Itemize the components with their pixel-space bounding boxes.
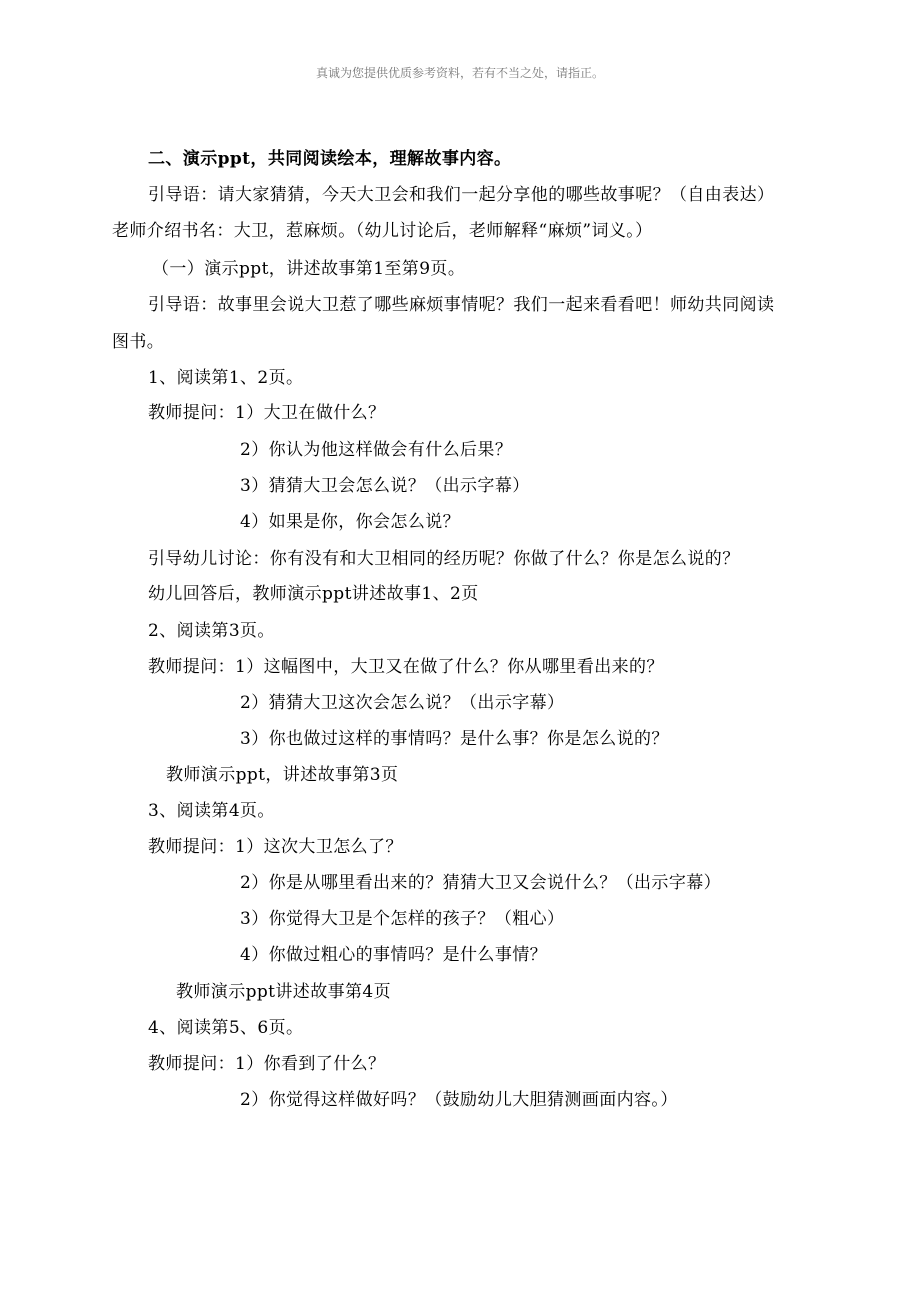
question-line: 3）你也做过这样的事情吗？是什么事？你是怎么说的？ (240, 729, 669, 749)
question-line: 2）你觉得这样做好吗？（鼓励幼儿大胆猜测画面内容。） (240, 1090, 678, 1110)
section-heading: 二、演示ppt，共同阅读绘本，理解故事内容。 (148, 149, 512, 169)
paragraph-line: 引导语：请大家猜猜，今天大卫会和我们一起分享他的哪些故事呢？（自由表达） (148, 185, 775, 205)
list-item-heading: 2、阅读第3页。 (148, 621, 275, 641)
question-line: 教师提问：1）你看到了什么？ (148, 1054, 386, 1074)
list-item-heading: 3、阅读第4页。 (148, 801, 275, 821)
page-header: 真诚为您提供优质参考资料，若有不当之处，请指正。 (315, 66, 604, 80)
question-line: 3）猜猜大卫会怎么说？（出示字幕） (240, 476, 530, 496)
paragraph-line: 幼儿回答后，教师演示ppt讲述故事1、2页 (148, 584, 479, 604)
question-line: 4）你做过粗心的事情吗？是什么事情？ (240, 945, 548, 965)
question-line: 2）你是从哪里看出来的？猜猜大卫又会说什么？（出示字幕） (240, 873, 722, 893)
paragraph-line: 引导幼儿讨论：你有没有和大卫相同的经历呢？你做了什么？你是怎么说的？ (148, 549, 740, 569)
question-line: 2）你认为他这样做会有什么后果？ (240, 440, 513, 460)
question-line: 3）你觉得大卫是个怎样的孩子？（粗心） (240, 909, 565, 929)
question-line: 教师提问：1）这幅图中，大卫又在做了什么？你从哪里看出来的？ (148, 657, 664, 677)
paragraph-line: 老师介绍书名：大卫，惹麻烦。（幼儿讨论后，老师解释“麻烦”词义。） (112, 221, 653, 241)
paragraph-line: 引导语：故事里会说大卫惹了哪些麻烦事情呢？我们一起来看看吧！师幼共同阅读 (148, 295, 775, 315)
paragraph-line: 教师演示ppt讲述故事第4页 (176, 982, 392, 1002)
question-line: 2）猜猜大卫这次会怎么说？（出示字幕） (240, 693, 565, 713)
subsection-heading: （一）演示ppt，讲述故事第1至第9页。 (152, 259, 466, 279)
question-line: 教师提问：1）这次大卫怎么了？ (148, 837, 403, 857)
paragraph-line: 教师演示ppt，讲述故事第3页 (166, 765, 399, 785)
list-item-heading: 1、阅读第1、2页。 (148, 368, 304, 388)
paragraph-line: 图书。 (112, 332, 165, 352)
question-line: 教师提问：1）大卫在做什么？ (148, 403, 386, 423)
list-item-heading: 4、阅读第5、6页。 (148, 1018, 304, 1038)
question-line: 4）如果是你，你会怎么说？ (240, 512, 461, 532)
